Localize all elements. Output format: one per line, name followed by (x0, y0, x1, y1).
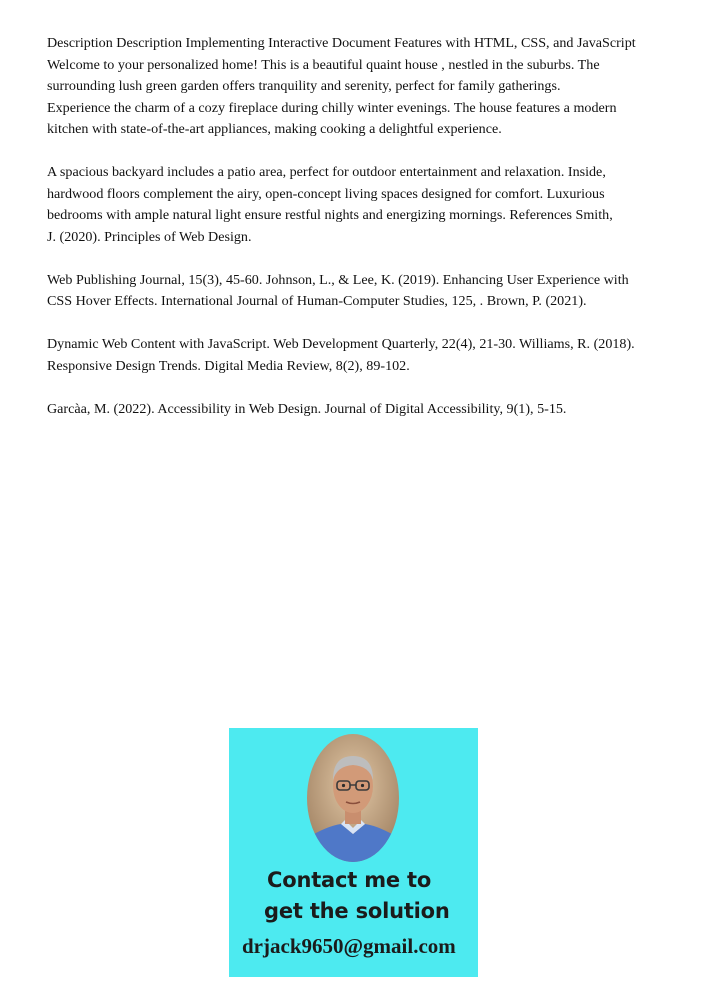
person-portrait-icon (307, 734, 399, 862)
paragraph (47, 334, 661, 377)
text-line: kitchen with state-of-the-art appliances, making cooking a delightful experience. (47, 121, 502, 137)
document-body (47, 33, 661, 442)
text-line: Description Description Implementing Interactive Document Features with HTML, CSS, and JavaScript (47, 35, 636, 51)
text-line: surrounding lush green garden offers tranquility and serenity, perfect for family gatherings. (47, 78, 561, 94)
paragraph (47, 399, 661, 421)
paragraph (47, 33, 661, 141)
text-line: CSS Hover Effects. International Journal of Human-Computer Studies, 125, . Brown, P. (2021). (47, 293, 587, 309)
paragraph (47, 162, 661, 248)
contact-heading-line2: get the solution (264, 899, 450, 923)
text-line: J. (2020). Principles of Web Design. (47, 228, 252, 245)
text-line: Garcàa, M. (2022). Accessibility in Web Design. Journal of Digital Accessibility, 9(1), 5-15. (47, 400, 567, 417)
text-line: Responsive Design Trends. Digital Media Review, 8(2), 89-102. (47, 357, 410, 374)
text-line: Welcome to your personalized home! This is a beautiful quaint house , nestled in the suburbs. The (47, 56, 600, 73)
text-line: Dynamic Web Content with JavaScript. Web Development Quarterly, 22(4), 21-30. Williams, R. (2018). (47, 336, 635, 352)
text-line: A spacious backyard includes a patio area, perfect for outdoor entertainment and relaxation. Inside, (47, 164, 606, 180)
text-line: Experience the charm of a cozy fireplace during chilly winter evenings. The house features a modern (47, 99, 617, 116)
paragraph (47, 270, 661, 313)
contact-card (229, 728, 478, 977)
contact-email[interactable]: drjack9650@gmail.com (242, 934, 456, 958)
text-line: bedrooms with ample natural light ensure restful nights and energizing mornings. References Smith, (47, 207, 613, 223)
text-line: hardwood floors complement the airy, open-concept living spaces designed for comfort. Luxurious (47, 185, 605, 202)
contact-heading-line1: Contact me to (267, 868, 432, 892)
text-line: Web Publishing Journal, 15(3), 45-60. Johnson, L., & Lee, K. (2019). Enhancing User Experience with (47, 271, 629, 288)
